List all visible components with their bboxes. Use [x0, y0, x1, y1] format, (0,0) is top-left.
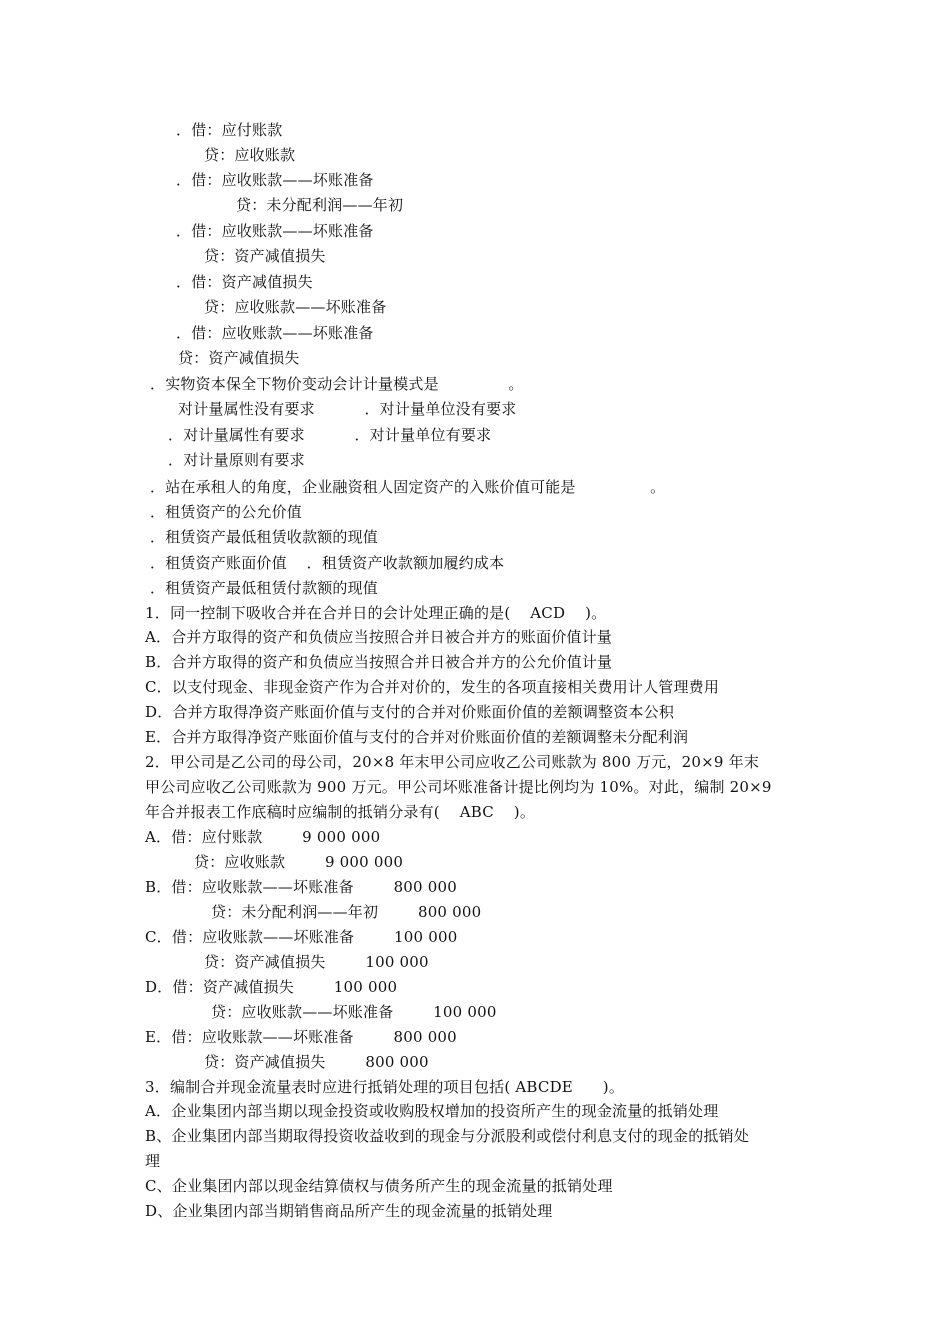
option-line: E．合并方取得净资产账面价值与支付的合并对价账面价值的差额调整未分配利润 [145, 728, 689, 746]
option-line: ．租赁资产账面价值 ．租赁资产收款额加履约成本 [150, 554, 505, 572]
text-line: 贷：应收账款——坏账准备 [204, 298, 387, 316]
option-line: 贷：应收账款——坏账准备 100 000 [211, 1003, 497, 1021]
text-line: 贷：资产减值损失 [178, 349, 300, 367]
text-line: ．借：应收账款——坏账准备 [176, 324, 374, 342]
text-line: 贷：未分配利润——年初 [236, 196, 404, 214]
option-line: B．合并方取得的资产和负债应当按照合并日被合并方的公允价值计量 [145, 653, 613, 671]
question-line: 甲公司应收乙公司账款为 900 万元。甲公司坏账准备计提比例均为 10%。对此，编制 20×9 [145, 778, 772, 796]
question-line: 年合并报表工作底稿时应编制的抵销分录有( ABC )。 [145, 803, 536, 821]
question-line: 1．同一控制下吸收合并在合并日的会计处理正确的是( ACD )。 [145, 604, 607, 622]
question-line: ．实物资本保全下物价变动会计计量模式是 。 [150, 375, 524, 393]
option-line: B、企业集团内部当期取得投资收益收到的现金与分派股利或偿付利息支付的现金的抵销处 [145, 1127, 750, 1145]
text-line: 贷：应收账款 [204, 146, 296, 164]
text-line: 贷：资产减值损失 [204, 247, 326, 265]
text-line: ．借：应收账款——坏账准备 [176, 222, 374, 240]
text-line: ．借：应收账款——坏账准备 [176, 171, 374, 189]
option-line: ．对计量原则有要求 [168, 451, 305, 469]
option-line: C．以支付现金、非现金资产作为合并对价的，发生的各项直接相关费用计人管理费用 [145, 678, 720, 696]
option-line: B．借：应收账款——坏账准备 800 000 [145, 878, 457, 896]
option-line: C、企业集团内部以现金结算债权与债务所产生的现金流量的抵销处理 [145, 1177, 613, 1195]
question-line: 2．甲公司是乙公司的母公司，20×8 年末甲公司应收乙公司账款为 800 万元，20×9 年末 [145, 753, 760, 771]
option-line: 对计量属性没有要求 ．对计量单位没有要求 [178, 400, 517, 418]
option-line: A．企业集团内部当期以现金投资或收购股权增加的投资所产生的现金流量的抵销处理 [145, 1102, 719, 1120]
option-line: ．租赁资产最低租赁付款额的现值 [150, 579, 379, 597]
option-line: 贷：资产减值损失 800 000 [204, 1053, 429, 1071]
question-line: ．站在承租人的角度，企业融资租人固定资产的入账价值可能是 。 [150, 478, 666, 496]
option-line: D．借：资产减值损失 100 000 [145, 978, 398, 996]
text-line: ．借：应付账款 [176, 121, 283, 139]
option-line: 理 [145, 1152, 161, 1170]
option-line: 贷：资产减值损失 100 000 [204, 953, 429, 971]
option-line: E．借：应收账款——坏账准备 800 000 [145, 1028, 457, 1046]
text-line: ．借：资产减值损失 [176, 273, 313, 291]
option-line: 贷：应收账款 9 000 000 [194, 853, 404, 871]
option-line: ．对计量属性有要求 ．对计量单位有要求 [168, 426, 492, 444]
option-line: ．租赁资产最低租赁收款额的现值 [150, 528, 379, 546]
option-line: A．合并方取得的资产和负债应当按照合并日被合并方的账面价值计量 [145, 628, 613, 646]
option-line: D、企业集团内部当期销售商品所产生的现金流量的抵销处理 [145, 1202, 553, 1220]
option-line: D．合并方取得净资产账面价值与支付的合并对价账面价值的差额调整资本公积 [145, 703, 675, 721]
option-line: ．租赁资产的公允价值 [150, 503, 303, 521]
option-line: A．借：应付账款 9 000 000 [145, 828, 381, 846]
question-line: 3．编制合并现金流量表时应进行抵销处理的项目包括( ABCDE )。 [145, 1078, 625, 1096]
option-line: 贷：未分配利润——年初 800 000 [211, 903, 482, 921]
option-line: C．借：应收账款——坏账准备 100 000 [145, 928, 458, 946]
